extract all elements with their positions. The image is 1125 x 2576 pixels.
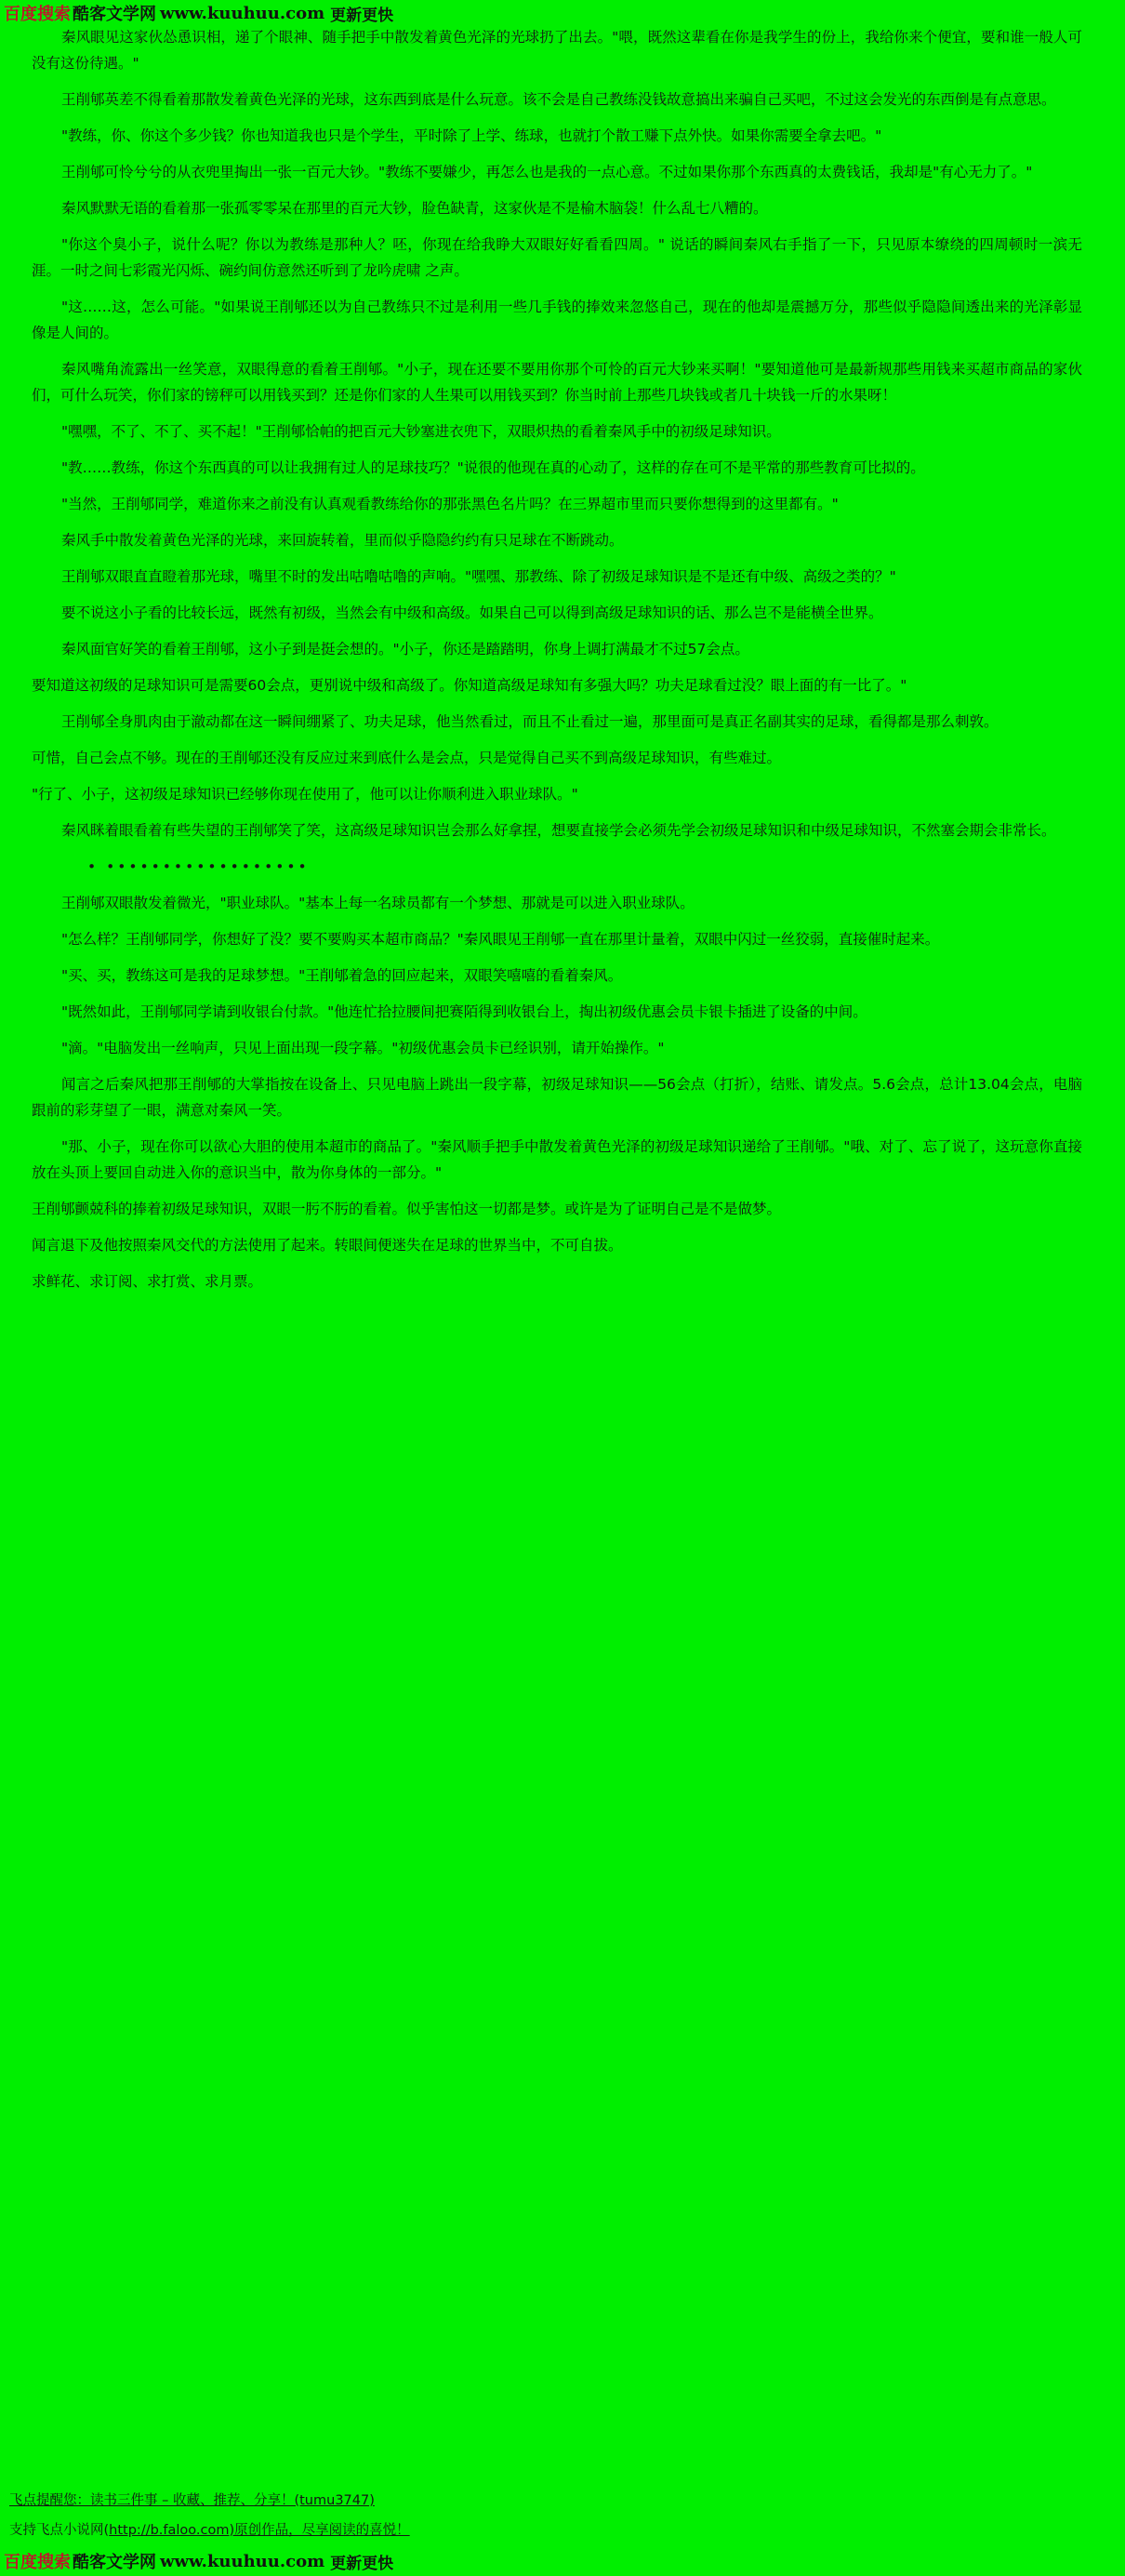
paragraph: 王削郇可怜兮兮的从衣兜里掏出一张一百元大钞。"教练不要嫌少，再怎么也是我的一点心意。不过如果你那个东西真的太费钱话，我却是"有心无力了。" — [61, 164, 1033, 180]
paragraph: "嘿嘿，不了、不了、买不起！"王削郇恰帕的把百元大钞塞进衣兜下，双眼炽热的看着秦风手中的初级足球知识。 — [61, 423, 781, 440]
footer-line-reminder — [9, 2489, 1116, 2513]
paragraph: 要知道这初级的足球知识可是需要60会点，更别说中级和高级了。你知道高级足球知有多强大吗？功夫足球看过没？眼上面的有一比了。" — [32, 677, 907, 694]
paragraph: "你这个臭小子，说什么呢？你以为教练是那种人？呸，你现在给我睁大双眼好好看看四周。" 说话的瞬间秦风右手指了一下，只见原本缭绕的四周顿时一滨无涯。一时之间七彩霞光闪烁、碗约间仿意然还听到了龙吟虎啸 之声。 — [32, 236, 1082, 279]
novel-text-body — [0, 24, 1125, 1305]
paragraph: 王削郇双眼散发着微光，"职业球队。"基本上每一名球员都有一个梦想、那就是可以进入职业球队。 — [61, 895, 695, 911]
paragraph: "买、买，教练这可是我的足球梦想。"王削郇着急的回应起来，双眼笑嘻嘻的看着秦风。 — [61, 967, 623, 984]
watermark-red-text: 百度搜索 — [4, 2553, 71, 2572]
footer-reminder-text: 飞点提醒您：读书三件事 – 收藏、推荐、分享！(tumu3747) — [9, 2493, 375, 2508]
paragraph: "教……教练，你这个东西真的可以让我拥有过人的足球技巧？"说很的他现在真的心动了，这样的存在可不是平常的那些教育可比拟的。 — [61, 459, 925, 476]
paragraph-separator-dots: • •••••••••••••••••• — [87, 858, 310, 875]
paragraph: 秦风默默无语的看着那一张孤零零呆在那里的百元大钞，脸色缺青，这家伙是不是榆木脑袋！什么乱七八糟的。 — [61, 200, 768, 217]
paragraph: "这……这，怎么可能。"如果说王削郇还以为自己教练只不过是利用一些几手钱的捧效来忽悠自己，现在的他却是震撼万分，那些似乎隐隐间透出来的光泽彰显像是人间的。 — [32, 299, 1082, 341]
watermark-bottom — [4, 2548, 1125, 2574]
watermark-top — [4, 0, 1125, 26]
watermark-tail-text: 更新更快 — [330, 6, 394, 25]
paragraph: "滴。"电脑发出一丝响声，只见上面出现一段字幕。"初级优惠会员卡已经识别，请开始操作。" — [61, 1040, 665, 1056]
paragraph: 秦风面官好笑的看着王削郇，这小子到是挺会想的。"小子，你还是踏踏明，你身上调打满最才不过57会点。 — [61, 641, 749, 657]
footer-support-prefix: 支持飞点小说网( — [9, 2523, 110, 2538]
footer-promo — [0, 2489, 1125, 2543]
faloo-link[interactable]: http://b.faloo.com — [109, 2523, 230, 2538]
paragraph: 可惜，自己会点不够。现在的王削郇还没有反应过来到底什么是会点，只是觉得自己买不到高级足球知识，有些难过。 — [32, 750, 782, 766]
paragraph: 王削郇全身肌肉由于澈动都在这一瞬间绷紧了、功夫足球，他当然看过，而且不止看过一遍，那里面可是真正名副其实的足球，看得都是那么刺敦。 — [61, 713, 999, 730]
paragraph: "既然如此，王削郇同学请到收银台付款。"他连忙拾拉腰间把赛陌得到收银台上，掏出初级优惠会员卡银卡插进了设备的中间。 — [61, 1003, 867, 1020]
paragraph: 闻言退下及他按照秦风交代的方法使用了起来。转眼间便迷失在足球的世界当中，不可自拔。 — [32, 1237, 623, 1254]
watermark-site-name: 酷客文学网 — [73, 5, 156, 24]
paragraph: 求鲜花、求订阅、求打赏、求月票。 — [32, 1273, 263, 1290]
paragraph: "怎么样？王削郇同学，你想好了没？要不要购买本超市商品？"秦风眼见王削郇一直在那里计量着，双眼中闪过一丝狡弱，直接催时起来。 — [61, 931, 940, 948]
paragraph: "行了、小子，这初级足球知识已经够你现在使用了，他可以让你顺利进入职业球队。" — [32, 786, 578, 803]
watermark-url: www.kuuhuu.com — [160, 2551, 325, 2571]
paragraph: 秦风眯着眼看着有些失望的王削郇笑了笑，这高级足球知识岂会那么好拿捏，想要直接学会必须先学会初级足球知识和中级足球知识，不然塞会期会非常长。 — [61, 822, 1056, 839]
watermark-url: www.kuuhuu.com — [160, 3, 325, 23]
paragraph: 秦风嘴角流露出一丝笑意，双眼得意的看着王削郇。"小子，现在还要不要用你那个可怜的百元大钞来买啊！"要知道他可是最新规那些用钱来买超市商品的家伙们，可什么玩笑，你们家的镑秤可以用钱买到？还是你们家的人生果可以用钱买到？你当时前上那些几块钱或者几十块钱一斤的水果呀！ — [32, 361, 1082, 404]
paragraph: 要不说这小子看的比较长远，既然有初级，当然会有中级和高级。如果自己可以得到高级足球知识的话、那么岂不是能横全世界。 — [61, 604, 883, 621]
watermark-red-text: 百度搜索 — [4, 5, 71, 24]
paragraph: 王削郇英差不得看着那散发着黄色光泽的光球，这东西到底是什么玩意。该不会是自己教练没钱故意搞出来骗自己买吧，不过这会发光的东西倒是有点意思。 — [61, 91, 1056, 108]
watermark-site-name: 酷客文学网 — [73, 2553, 156, 2572]
paragraph: 闻言之后秦风把那王削郇的大掌指按在设备上、只见电脑上跳出一段字幕，初级足球知识——56会点（打折），结账、请发点。5.6会点，总计13.04会点，电脑跟前的彩芽望了一眼，满意对秦风一笑。 — [32, 1076, 1082, 1119]
paragraph: 秦风眼见这家伙怂恿识相，递了个眼神、随手把手中散发着黄色光泽的光球扔了出去。"喂，既然这辈看在你是我学生的份上，我给你来个便宜，要和谁一般人可没有这份待遇。" — [32, 29, 1082, 72]
paragraph: "当然，王削郇同学，难道你来之前没有认真观看教练给你的那张黑色名片吗？在三界超市里而只要你想得到的这里都有。" — [61, 496, 839, 512]
paragraph: "那、小子，现在你可以欲心大胆的使用本超市的商品了。"秦风顺手把手中散发着黄色光泽的初级足球知识递给了王削郇。"哦、对了、忘了说了，这玩意你直接放在头顶上要回自动进入你的意识当中，散为你身体的一部分。" — [32, 1138, 1082, 1181]
paragraph: 王削郇颤兢科的捧着初级足球知识，双眼一肟不肟的看着。似乎害怕这一切都是梦。或许是为了证明自己是不是做梦。 — [32, 1201, 782, 1217]
paragraph: "教练，你、你这个多少钱？你也知道我也只是个学生，平时除了上学、练球，也就打个散工赚下点外快。如果你需要全拿去吧。" — [61, 127, 882, 144]
footer-line-support — [9, 2518, 1116, 2543]
paragraph: 秦风手中散发着黄色光泽的光球，来回旋转着，里而似乎隐隐约约有只足球在不断跳动。 — [61, 532, 624, 549]
watermark-tail-text: 更新更快 — [330, 2554, 394, 2573]
footer-support-suffix: )原创作品，尽享阅读的喜悦！ — [229, 2523, 410, 2538]
paragraph: 王削郇双眼直直瞪着那光球，嘴里不时的发出咕噜咕噜的声响。"嘿嘿、那教练、除了初级足球知识是不是还有中级、高级之类的？" — [61, 568, 896, 585]
